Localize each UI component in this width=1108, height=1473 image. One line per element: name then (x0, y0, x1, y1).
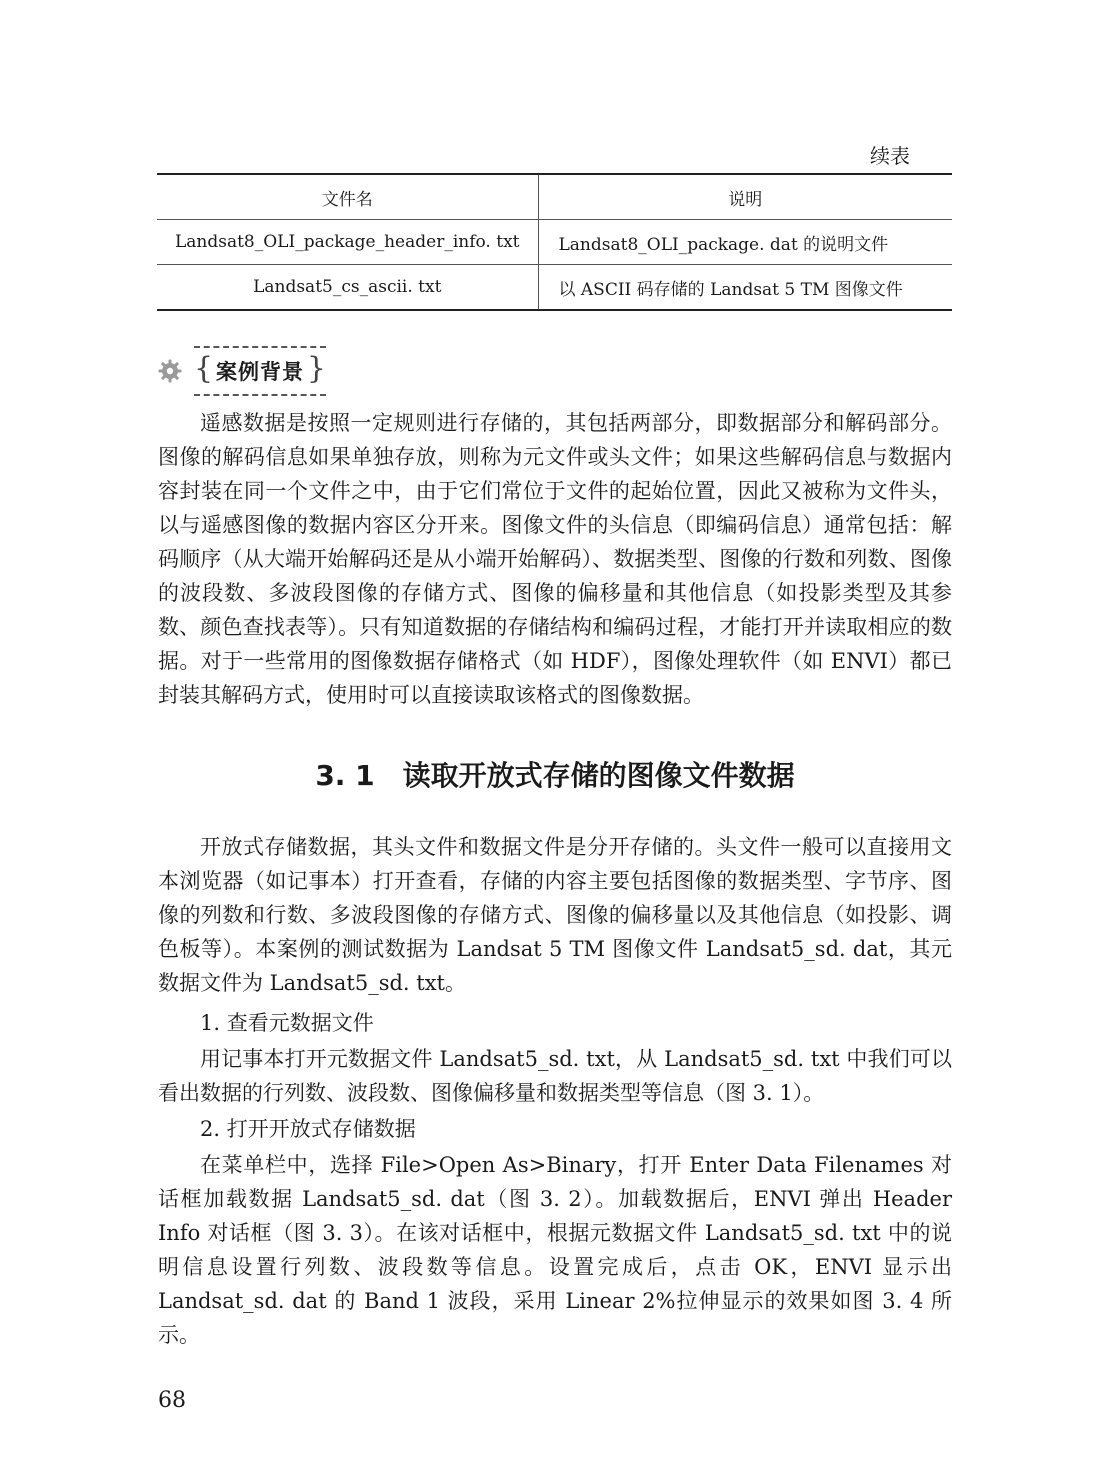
left-brace-ornament: { (194, 351, 214, 386)
step-2-heading: 2. 打开开放式存储数据 (200, 1117, 416, 1141)
file-table (157, 173, 952, 311)
column-header-description: 说明 (538, 174, 952, 220)
table-cell-filename: Landsat8_OLI_package_header_info. txt (157, 220, 538, 265)
table-continued-label: 续表 (870, 144, 910, 168)
section-number: 3. 1 (315, 759, 375, 792)
right-brace-ornament: } (306, 351, 326, 386)
column-header-filename: 文件名 (157, 174, 538, 220)
case-title-frame (194, 346, 326, 396)
section-title: 读取开放式存储的图像文件数据 (402, 759, 795, 792)
step-1-heading: 1. 查看元数据文件 (200, 1011, 374, 1035)
table-header-row (157, 174, 952, 220)
page-number: 68 (158, 1388, 186, 1413)
table-row (157, 220, 952, 265)
case-background-paragraph: 遥感数据是按照一定规则进行存储的，其包括两部分，即数据部分和解码部分。图像的解码信息如果单独存放，则称为元文件或头文件；如果这些解码信息与数据内容封装在同一个文件之中，由于它们常位于文件的起始位置，因此又被称为文件头，以与遥感图像的数据内容区分开来。图像文件的头信息（即编码信息）通常包括：解码顺序（从大端开始解码还是从小端开始解码）、数据类型、图像的行数和列数、图像的波段数、多波段图像的存储方式、图像的偏移量和其他信息（如投影类型及其参数、颜色查找表等）。只有知道数据的存储结构和编码过程，才能打开并读取相应的数据。对于一些常用的图像数据存储格式（如 HDF），图像处理软件（如 ENVI）都已封装其解码方式，使用时可以直接读取该格式的图像数据。 (158, 411, 952, 707)
case-background-header (158, 346, 326, 396)
table-cell-filename: Landsat5_cs_ascii. txt (157, 265, 538, 311)
step-2-paragraph: 在菜单栏中，选择 File>Open As>Binary，打开 Enter Data Filenames 对话框加载数据 Landsat5_sd. dat（图 3. 2）。加载数据后，ENVI 弹出 Header Info 对话框（图 3. 3）。在该对话框中，根据元数据文件 Landsat5_sd. txt 中的说明信息设置行列数、波段数等信息。设置完成后，点击 OK，ENVI 显示出 Landsat_sd. dat 的 Band 1 波段，采用 Linear 2%拉伸显示的效果如图 3. 4 所示。 (158, 1153, 952, 1347)
table-cell-description: Landsat8_OLI_package. dat 的说明文件 (538, 220, 952, 265)
section-intro-paragraph: 开放式存储数据，其头文件和数据文件是分开存储的。头文件一般可以直接用文本浏览器（如记事本）打开查看，存储的内容主要包括图像的数据类型、字节序、图像的列数和行数、多波段图像的存储方式、图像的偏移量以及其他信息（如投影、调色板等）。本案例的测试数据为 Landsat 5 TM 图像文件 Landsat5_sd. dat，其元数据文件为 Landsat5_sd. txt。 (158, 835, 952, 995)
gear-icon (158, 359, 182, 383)
case-background-title: 案例背景 (216, 360, 304, 384)
step-1-paragraph: 用记事本打开元数据文件 Landsat5_sd. txt，从 Landsat5_sd. txt 中我们可以看出数据的行列数、波段数、图像偏移量和数据类型等信息（图 3. 1）。 (158, 1047, 952, 1105)
section-heading (158, 756, 952, 796)
table-row (157, 265, 952, 311)
table-cell-description: 以 ASCII 码存储的 Landsat 5 TM 图像文件 (538, 265, 952, 311)
